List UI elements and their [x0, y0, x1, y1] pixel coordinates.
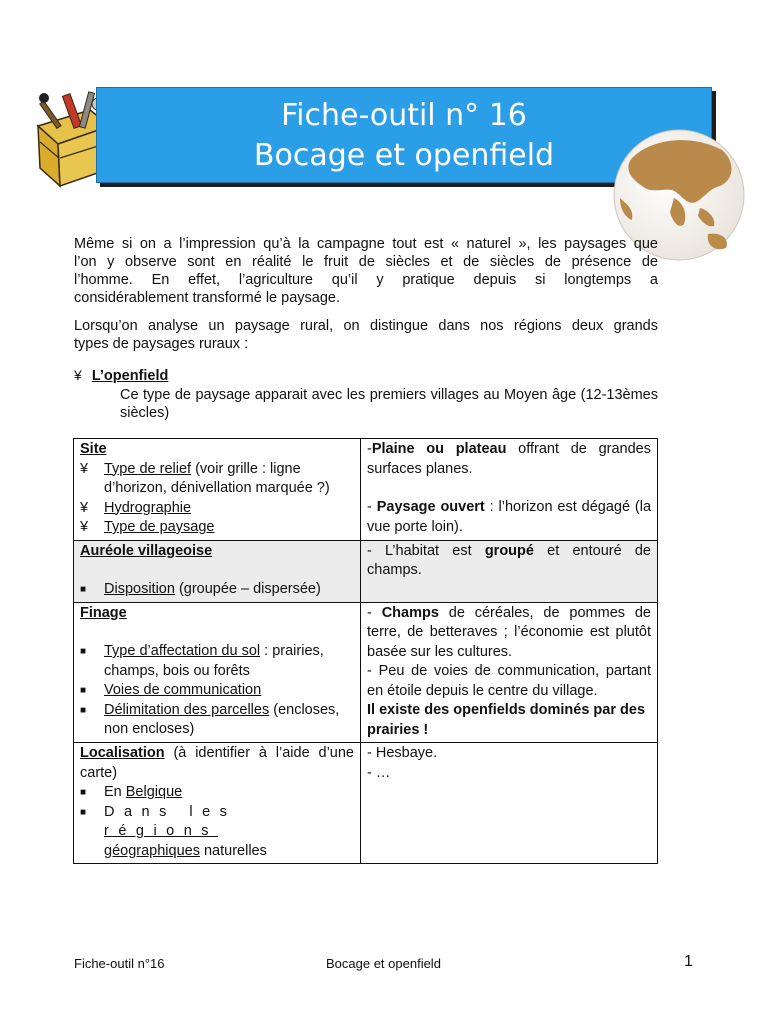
text: -: [367, 441, 372, 457]
row-head-label: Localisation: [80, 745, 165, 761]
site-right-2: [367, 498, 651, 537]
square-bullet-icon: ■: [80, 806, 87, 818]
text: -: [367, 604, 382, 621]
row-head-localisation: [80, 744, 354, 783]
table-row-aureole: [74, 540, 658, 602]
text-line: l’on y observe sont en réalité le fruit de siècles et de siècles de présence de: [74, 254, 658, 270]
text: Dans les: [104, 803, 237, 820]
item-text: (encloses, non encloses): [104, 701, 340, 737]
yen-bullet-icon: ¥: [80, 499, 89, 516]
text: (à identifier à l’aide d’une carte): [80, 745, 354, 781]
square-bullet-icon: ■: [80, 704, 87, 716]
list-item: [80, 460, 354, 499]
item-text: (groupée – dispersée): [174, 581, 321, 597]
finage-right-2: - Peu de voies de communication, partant en étoile depuis le centre du village.: [367, 663, 651, 699]
finage-right-3: Il existe des openfields dominés par des prairies !: [367, 702, 646, 738]
yen-bullet-icon: ¥: [74, 367, 82, 383]
row-head-finage: Finage: [80, 604, 127, 621]
list-item: [80, 701, 354, 740]
text-underlined: régions: [104, 823, 219, 839]
square-bullet-icon: ■: [80, 787, 87, 798]
text: : l’horizon est dégagé (la vue porte loin).: [367, 499, 652, 535]
list-item: [80, 642, 354, 681]
item-label: Type de paysage: [104, 519, 215, 535]
square-bullet-icon: ■: [80, 685, 87, 696]
square-bullet-icon: ■: [80, 646, 87, 657]
item-text: : prairies, champs, bois ou forêts: [104, 643, 324, 679]
row-head-site: Site: [80, 441, 107, 457]
text-bold: Champs: [381, 604, 439, 621]
footer-center: Bocage et openfield: [326, 956, 441, 971]
text-underlined: Belgique: [125, 784, 183, 800]
text-bold: Paysage ouvert: [376, 499, 485, 515]
item-label: Disposition: [104, 581, 175, 597]
table-row-localisation: [74, 743, 658, 864]
text: offrant de grandes surfaces planes.: [367, 441, 651, 477]
list-item: [80, 499, 354, 519]
list-item: [80, 783, 354, 803]
section-heading: [74, 366, 168, 385]
section-title: L’openfield: [91, 368, 169, 384]
list-item: [80, 580, 354, 600]
item-label: Délimitation des parcelles: [104, 701, 270, 718]
text: de céréales, de pommes de terre, de betteraves ; l’économie est plutôt basée sur les cultures.: [367, 604, 651, 660]
intro-paragraph-2: [74, 317, 658, 353]
text-bold: Plaine ou plateau: [371, 441, 507, 457]
text-underlined: géographiques: [104, 842, 200, 859]
item-label: Type d’affectation du sol: [104, 643, 261, 659]
title-line-2: Bocage et openfield: [253, 138, 555, 173]
item-text: (voir grille : ligne d’horizon, dénivellation marquée ?): [104, 460, 330, 496]
intro-paragraph-1: [74, 235, 658, 307]
square-bullet-icon: ■: [80, 584, 87, 595]
item-label: Hydrographie: [104, 499, 192, 516]
yen-bullet-icon: ¥: [80, 460, 89, 477]
localisation-right-1: - Hesbaye.: [367, 745, 438, 761]
text-line: Même si on a l’impression qu’à la campagne tout est « naturel », les paysages que: [74, 236, 658, 252]
text: En: [104, 784, 126, 800]
text-line: l’homme. En effet, l’agriculture qu’il y pratique depuis si longtemps a: [74, 272, 658, 288]
localisation-right-2: - …: [367, 764, 391, 781]
site-right-1: [367, 440, 651, 479]
title-line-1: Fiche-outil n° 16: [281, 98, 527, 133]
text: - L’habitat est: [367, 542, 485, 559]
item-label: Voies de communication: [104, 682, 262, 698]
section-description: Ce type de paysage apparait avec les premiers villages au Moyen âge (12-13èmes siècles): [120, 387, 658, 421]
list-item: [80, 803, 354, 862]
list-item: [80, 681, 354, 701]
row-head-aureole: Auréole villageoise: [80, 542, 213, 559]
text-line: Lorsqu’on analyse un paysage rural, on distingue dans nos régions deux grands: [74, 318, 658, 334]
text-line: types de paysages ruraux :: [74, 336, 249, 352]
text-bold: groupé: [484, 542, 534, 559]
finage-right-1: [367, 604, 651, 663]
footer-left: Fiche-outil n°16: [74, 956, 165, 971]
page-number: 1: [684, 953, 693, 970]
table-row-site: [74, 439, 658, 541]
table-row-finage: [74, 602, 658, 743]
text-line: considérablement transformé le paysage.: [74, 290, 340, 306]
aureole-right: [367, 542, 651, 581]
text: -: [367, 499, 377, 515]
list-item: [80, 518, 354, 538]
text: naturelles: [199, 842, 267, 859]
yen-bullet-icon: ¥: [80, 519, 89, 535]
item-label: Type de relief: [104, 460, 192, 477]
text: et entouré de champs.: [367, 542, 651, 578]
openfield-table: [73, 438, 658, 864]
